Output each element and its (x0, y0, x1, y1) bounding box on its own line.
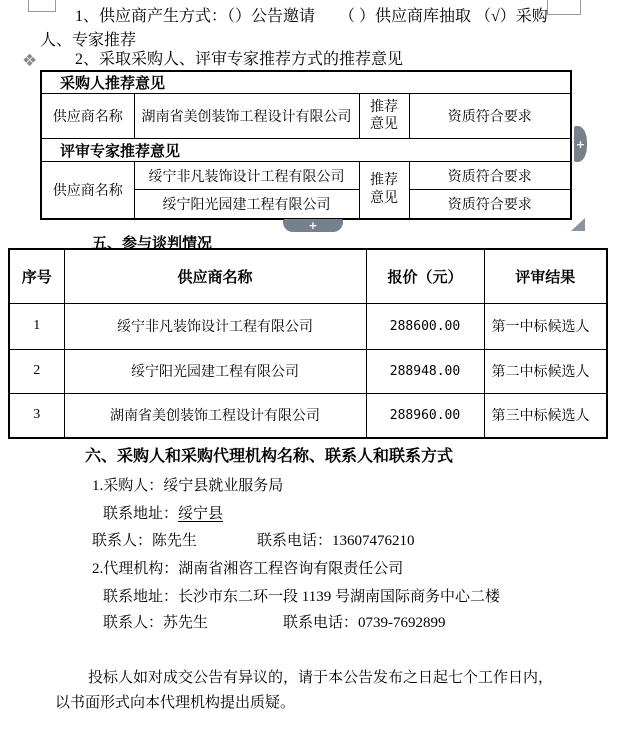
purchaser-address-label: 联系地址： (103, 506, 179, 522)
text-boundary-mark-top-left (28, 0, 56, 12)
plus-icon: + (308, 219, 318, 232)
supplier-name-label: 供应商名称 (41, 94, 134, 139)
agency-contact-line: 联系人：苏先生 联系电话：0739-7692899 (103, 615, 446, 631)
purchaser-address-line (103, 505, 223, 524)
supplier-method-wrap-line: 人、专家推荐 (40, 32, 137, 49)
purchaser-contact-line: 联系人：陈先生 联系电话：13607476210 (92, 533, 415, 549)
purchaser-line: 1.采购人：绥宁县就业服务局 (92, 478, 284, 494)
row-index: 1 (9, 303, 64, 349)
row-index: 3 (9, 393, 64, 438)
supplier-method-line: 1、供应商产生方式：（）公告邀请 （ ）供应商库抽取 （√）采购 (75, 8, 548, 25)
row-supplier: 绥宁阳光园建工程有限公司 (64, 349, 366, 393)
table-resize-handle-icon[interactable] (571, 218, 585, 231)
section5-title: 五、参与谈判情况 (92, 236, 213, 252)
table-move-handle-icon[interactable]: ❖ (22, 51, 38, 71)
text-boundary-mark-top-right (547, 0, 581, 15)
expert-recommended-supplier-2: 绥宁阳光园建工程有限公司 (134, 190, 359, 219)
table-row (9, 393, 607, 438)
supplier-name-label: 供应商名称 (41, 162, 134, 219)
row-price: 288948.00 (366, 349, 484, 393)
row-result: 第一中标候选人 (484, 303, 607, 349)
row-index: 2 (9, 349, 64, 393)
purchaser-recommended-supplier: 湖南省美创装饰工程设计有限公司 (134, 94, 359, 139)
expert-opinion-value-2: 资质符合要求 (409, 190, 571, 219)
recommendation-intro-line: 2、采取采购人、评审专家推荐方式的推荐意见 (75, 51, 404, 68)
recommendation-table (40, 70, 572, 220)
add-row-button[interactable] (283, 219, 343, 232)
row-price: 288960.00 (366, 393, 484, 438)
table-row (9, 349, 607, 393)
recommend-opinion-label: 推荐意见 (359, 162, 409, 219)
col-header-index: 序号 (9, 249, 64, 303)
row-price: 288600.00 (366, 303, 484, 349)
row-supplier: 湖南省美创装饰工程设计有限公司 (64, 393, 366, 438)
row-supplier: 绥宁非凡装饰设计工程有限公司 (64, 303, 366, 349)
agency-line: 2.代理机构：湖南省湘咨工程咨询有限责任公司 (92, 561, 404, 577)
expert-opinion-value-1: 资质符合要求 (409, 162, 571, 190)
row-result: 第二中标候选人 (484, 349, 607, 393)
negotiation-table (8, 248, 608, 439)
agency-address-line: 联系地址：长沙市东二环一段 1139 号湖南国际商务中心二楼 (103, 589, 500, 605)
purchaser-opinion-value: 资质符合要求 (409, 94, 571, 139)
objection-notice-line2: 以书面形式向本代理机构提出质疑。 (55, 695, 296, 711)
plus-icon: + (575, 137, 586, 151)
col-header-price: 报价（元） (366, 249, 484, 303)
col-header-result: 评审结果 (484, 249, 607, 303)
recommend-opinion-label: 推荐意见 (359, 94, 409, 139)
purchaser-address-value: 绥宁县 (178, 506, 224, 522)
section6-title: 六、采购人和采购代理机构名称、联系人和联系方式 (85, 448, 454, 465)
objection-notice-line1: 投标人如对成交公告有异议的，请于本公告发布之日起七个工作日内， (88, 670, 554, 686)
expert-recommended-supplier-1: 绥宁非凡装饰设计工程有限公司 (134, 162, 359, 190)
table-row (9, 303, 607, 349)
row-result: 第三中标候选人 (484, 393, 607, 438)
col-header-supplier: 供应商名称 (64, 249, 366, 303)
add-column-button[interactable] (574, 126, 587, 162)
expert-opinion-header: 评审专家推荐意见 (41, 139, 571, 162)
purchaser-opinion-header: 采购人推荐意见 (41, 71, 571, 94)
